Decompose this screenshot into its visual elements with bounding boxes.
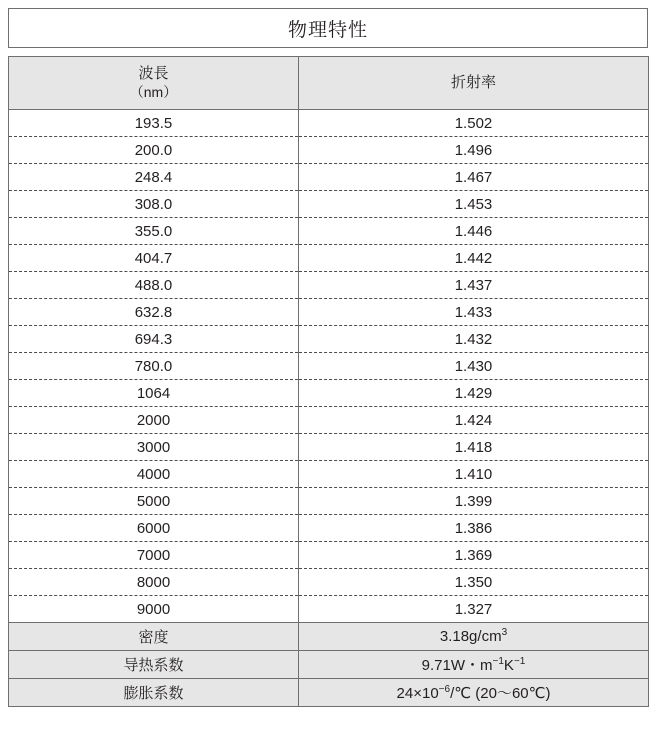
cell-refractive-index: 1.399	[299, 488, 649, 515]
table-row	[9, 272, 649, 299]
table-row	[9, 191, 649, 218]
cell-refractive-index: 1.433	[299, 299, 649, 326]
table-header-row	[9, 57, 649, 110]
column-header-wavelength	[9, 57, 299, 110]
table-row	[9, 137, 649, 164]
cell-refractive-index: 1.453	[299, 191, 649, 218]
cell-refractive-index: 1.424	[299, 407, 649, 434]
column-header-refractive-index	[299, 57, 649, 110]
table-row	[9, 434, 649, 461]
refractive-index-header-label: 折射率	[450, 73, 496, 91]
table-row	[9, 164, 649, 191]
cell-wavelength: 488.0	[9, 272, 299, 299]
cell-refractive-index: 1.410	[299, 461, 649, 488]
cell-refractive-index: 1.467	[299, 164, 649, 191]
table-row	[9, 488, 649, 515]
cell-property-label: 导热系数	[9, 651, 299, 679]
cell-wavelength: 8000	[9, 569, 299, 596]
cell-wavelength: 200.0	[9, 137, 299, 164]
cell-refractive-index: 1.418	[299, 434, 649, 461]
cell-refractive-index: 1.446	[299, 218, 649, 245]
cell-refractive-index: 1.496	[299, 137, 649, 164]
table-row	[9, 326, 649, 353]
cell-wavelength: 308.0	[9, 191, 299, 218]
cell-refractive-index: 1.429	[299, 380, 649, 407]
cell-wavelength: 7000	[9, 542, 299, 569]
cell-property-label: 密度	[9, 623, 299, 651]
table-row	[9, 461, 649, 488]
cell-property-label: 膨胀系数	[9, 679, 299, 707]
cell-wavelength: 5000	[9, 488, 299, 515]
table-footer-row	[9, 623, 649, 651]
table-row	[9, 299, 649, 326]
physical-properties-table	[8, 56, 649, 707]
table-row	[9, 542, 649, 569]
cell-refractive-index: 1.369	[299, 542, 649, 569]
cell-wavelength: 404.7	[9, 245, 299, 272]
cell-refractive-index: 1.350	[299, 569, 649, 596]
cell-property-value: $3.18g/cm^3$	[299, 623, 649, 651]
table-row	[9, 353, 649, 380]
table-row	[9, 407, 649, 434]
cell-wavelength: 193.5	[9, 110, 299, 137]
table-row	[9, 515, 649, 542]
cell-wavelength: 248.4	[9, 164, 299, 191]
cell-wavelength: 6000	[9, 515, 299, 542]
table-row	[9, 596, 649, 623]
wavelength-header-label: 波長	[138, 64, 169, 82]
wavelength-header-unit: （nm）	[129, 83, 178, 100]
cell-property-value: $24\times 10^{-6}/℃$ (20〜60℃)	[299, 679, 649, 707]
table-footer-row	[9, 679, 649, 707]
cell-refractive-index: 1.430	[299, 353, 649, 380]
cell-refractive-index: 1.437	[299, 272, 649, 299]
table-row	[9, 380, 649, 407]
table-row	[9, 569, 649, 596]
page-title-bar	[8, 8, 648, 48]
cell-wavelength: 780.0	[9, 353, 299, 380]
cell-wavelength: 694.3	[9, 326, 299, 353]
cell-wavelength: 355.0	[9, 218, 299, 245]
cell-wavelength: 632.8	[9, 299, 299, 326]
cell-wavelength: 2000	[9, 407, 299, 434]
cell-refractive-index: 1.386	[299, 515, 649, 542]
table-row	[9, 110, 649, 137]
cell-wavelength: 4000	[9, 461, 299, 488]
cell-refractive-index: 1.442	[299, 245, 649, 272]
cell-property-value: 9.71W・$m^{-1}K^{-1}$	[299, 651, 649, 679]
cell-wavelength: 3000	[9, 434, 299, 461]
table-row	[9, 218, 649, 245]
page-title: 物理特性	[287, 19, 368, 41]
table-body	[9, 110, 649, 623]
cell-refractive-index: 1.432	[299, 326, 649, 353]
cell-wavelength: 9000	[9, 596, 299, 623]
cell-wavelength: 1064	[9, 380, 299, 407]
table-row	[9, 245, 649, 272]
table-footer	[9, 623, 649, 707]
cell-refractive-index: 1.502	[299, 110, 649, 137]
table-footer-row	[9, 651, 649, 679]
cell-refractive-index: 1.327	[299, 596, 649, 623]
